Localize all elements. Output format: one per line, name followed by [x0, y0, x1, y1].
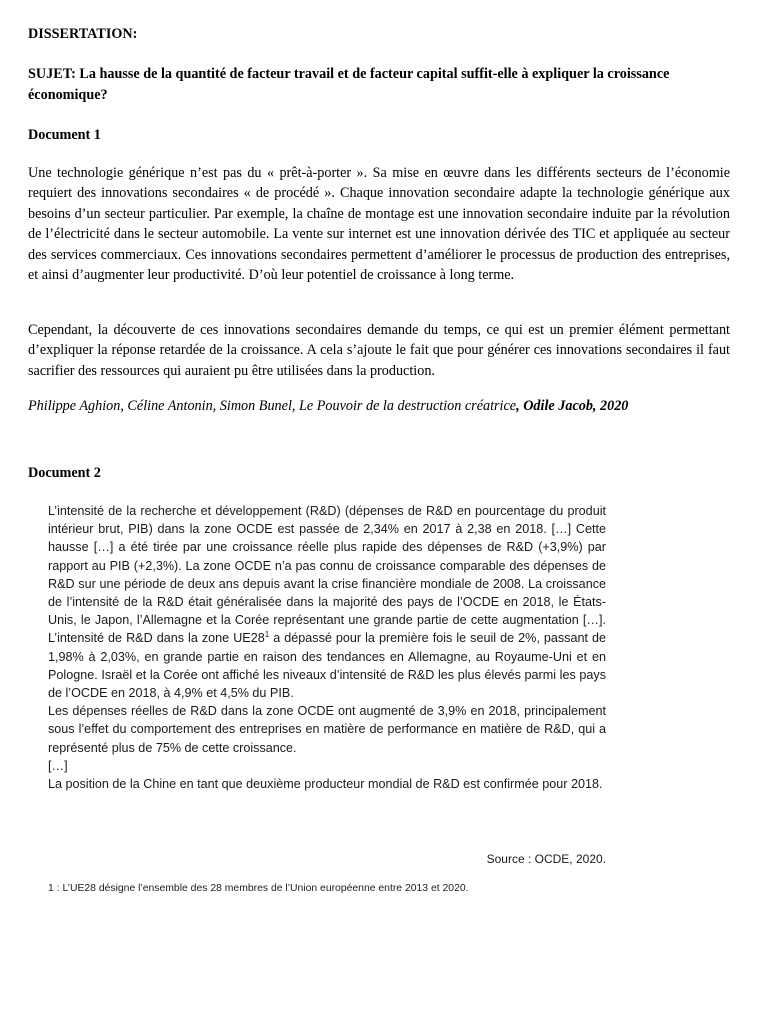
dissertation-subject: SUJET: La hausse de la quantité de facteur travail et de facteur capital suffit-elle à expliquer la croissance économique?	[28, 66, 670, 103]
citation-authors: Philippe Aghion, Céline Antonin, Simon Bunel, Le Pouvoir de la destruction créatrice	[28, 398, 517, 414]
citation-publisher: , Odile Jacob, 2020	[516, 398, 629, 414]
document2-footnote: 1 : L’UE28 désigne l’ensemble des 28 membres de l’Union européenne entre 2013 et 2020.	[48, 883, 469, 894]
footnote-marker: 1	[264, 630, 270, 640]
document1-paragraph-2: Cependant, la découverte de ces innovations secondaires demande du temps, ce qui est un premier élément permettant d’expliquer la réponse retardée de la croissance. A cela s’ajoute le fait que pour générer ces innovations secondaires il faut sacrifier des ressources qui auraient pu être utilisées dans la production.	[28, 322, 730, 379]
document1-paragraph-1: Une technologie générique n’est pas du « prêt-à-porter ». Sa mise en œuvre dans les différents secteurs de l’économie requiert des innovations secondaires « de procédé ». Chaque innovation secondaire adapte la technologie générique aux besoins d’un secteur particulier. Par exemple, la chaîne de montage est une innovation secondaire induite par la révolution de l’électricité dans le secteur automobile. La vente sur internet est une innovation dérivée des TIC et appliquée au secteur des services commerciaux. Ces innovations secondaires permettent d’améliorer le processus de production des entreprises, et ainsi d’augmenter leur productivité. D’où leur potentiel de croissance à long terme.	[28, 165, 730, 284]
document2-text-part-1: L’intensité de la recherche et développement (R&D) (dépenses de R&D en pourcentage du produit intérieur brut, PIB) dans la zone OCDE est passée de 2,34% en 2017 à 2,38 en 2018. […] Cette hausse […] a été tirée par une croissance réelle plus rapide des dépenses de R&D (+3,9%) par rapport au PIB (+2,3%). La zone OCDE n’a pas connu de croissance comparable des dépenses de R&D sur une période de deux ans depuis avant la crise financière mondiale de 2008. La croissance de l’intensité de la R&D était généralisée dans la majorité des pays de l’OCDE en 2018, le États-Unis, le Japon, l’Allemagne et la Corée représentant une grande partie de cette augmentation […]. L’intensité de R&D dans la zone UE28	[48, 504, 606, 646]
document2-paragraph-2: Les dépenses réelles de R&D dans la zone OCDE ont augmenté de 3,9% en 2018, principalement sous l’effet du comportement des entreprises en matière de performance en matière de R&D, qui a représenté plus de 75% de cette croissance.	[48, 704, 606, 755]
document2-heading: Document 2	[28, 465, 101, 481]
document1-heading: Document 1	[28, 127, 101, 143]
document2-paragraph-1	[48, 502, 606, 702]
document1-citation	[28, 396, 628, 416]
document2-scanned-text	[48, 502, 606, 793]
document2-text-part-2: a dépassé pour la première fois le seuil de 2%, passant de 1,98% à 2,03%, en grande partie en raison des tendances en Allemagne, au Royaume-Uni et en Pologne. Israël et la Corée ont affiché les niveaux d’intensité de R&D les plus élevés parmi les pays de l’OCDE en 2018, à 4,9% et 4,5% du PIB.	[48, 631, 607, 701]
document2-ellipsis: […]	[48, 758, 68, 773]
document2-paragraph-3: La position de la Chine en tant que deuxième producteur mondial de R&D est confirmée pour 2018.	[48, 777, 603, 792]
page-title: DISSERTATION:	[28, 26, 138, 42]
document2-source: Source : OCDE, 2020.	[486, 852, 606, 866]
